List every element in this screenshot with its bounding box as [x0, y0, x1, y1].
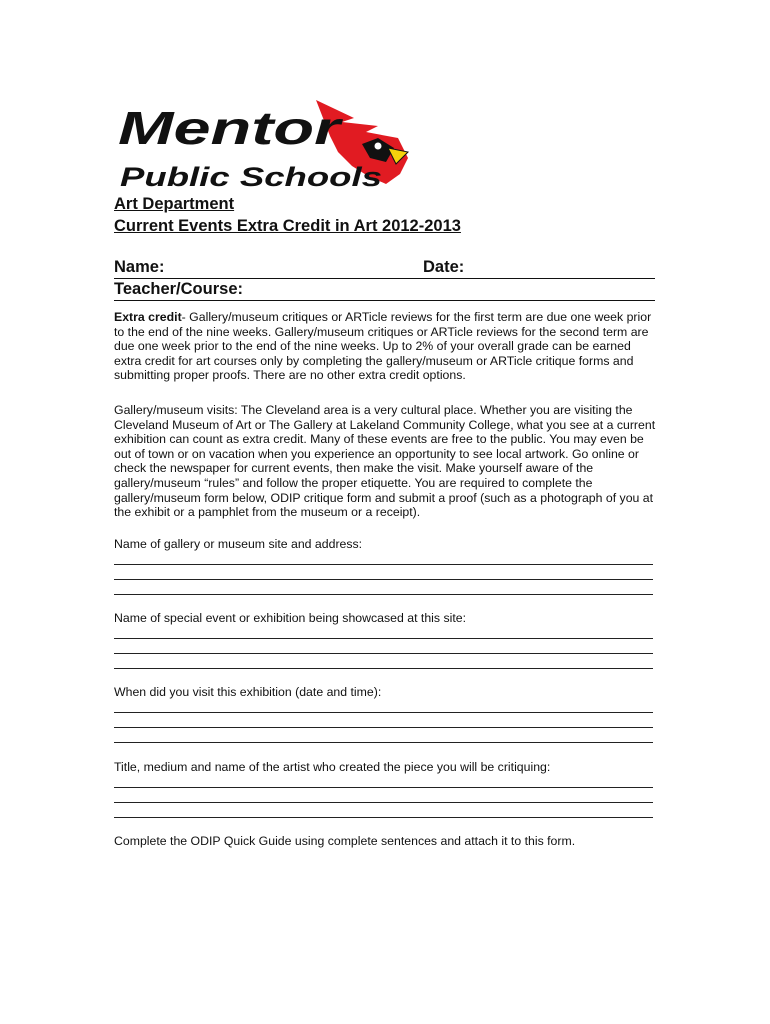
question-artwork-details: Title, medium and name of the artist who created the piece you will be critiquing:	[114, 760, 551, 774]
answer-line[interactable]	[114, 787, 653, 788]
answer-line[interactable]	[114, 742, 653, 743]
question-gallery-site: Name of gallery or museum site and address:	[114, 537, 363, 551]
name-date-field-row[interactable]	[114, 256, 655, 279]
answer-line[interactable]	[114, 668, 653, 669]
answer-line[interactable]	[114, 727, 653, 728]
odip-instruction: Complete the ODIP Quick Guide using complete sentences and attach it to this form.	[114, 834, 576, 848]
gallery-visits-paragraph: Gallery/museum visits: The Cleveland area is a very cultural place. Whether you are visiting the Cleveland Museum of Art or The Gallery at Lakeland Community College, what you see at a current exhibition can count as extra credit. Many of these events are free to the public. You may even be out of town or on vacation when you experience an opportunity to see local artwork. Go online or check the newspaper for current events, then make the visit. Make yourself aware of the gallery/museum “rules” and follow the proper etiquette. You are required to complete the gallery/museum form below, ODIP critique form and submit a proof (such as a photograph of you at the exhibit or a pamphlet from the museum or a receipt).	[114, 403, 656, 520]
department-heading: Art Department	[114, 195, 235, 213]
teacher-course-field-row[interactable]	[114, 278, 655, 301]
answer-line[interactable]	[114, 638, 653, 639]
mentor-public-schools-logo	[116, 96, 416, 192]
question-special-event: Name of special event or exhibition being showcased at this site:	[114, 611, 467, 625]
answer-line[interactable]	[114, 594, 653, 595]
answer-line[interactable]	[114, 712, 653, 713]
answer-line[interactable]	[114, 579, 653, 580]
date-label: Date:	[423, 258, 465, 276]
question-visit-date: When did you visit this exhibition (date and time):	[114, 685, 382, 699]
document-title: Current Events Extra Credit in Art 2012-2013	[114, 217, 461, 235]
extra-credit-lead: Extra credit	[114, 310, 182, 324]
answer-line[interactable]	[114, 564, 653, 565]
answer-line[interactable]	[114, 817, 653, 818]
answer-line[interactable]	[114, 802, 653, 803]
teacher-course-label: Teacher/Course:	[114, 280, 243, 298]
extra-credit-body: - Gallery/museum critiques or ARTicle reviews for the first term are due one week prior to the end of the nine weeks. Gallery/museum critiques or ARTicle reviews for the second term are due one week prior to the end of the nine weeks. Up to 2% of your overall grade can be earned extra credit for art courses only by completing the gallery/museum or ARTicle critique forms and submitting proper proofs. There are no other extra credit options.	[114, 310, 652, 383]
name-label: Name:	[114, 258, 165, 276]
answer-line[interactable]	[114, 653, 653, 654]
logo-line2: Public Schools	[120, 162, 382, 192]
logo-line1: Mentor	[118, 102, 344, 154]
extra-credit-paragraph	[114, 310, 656, 383]
